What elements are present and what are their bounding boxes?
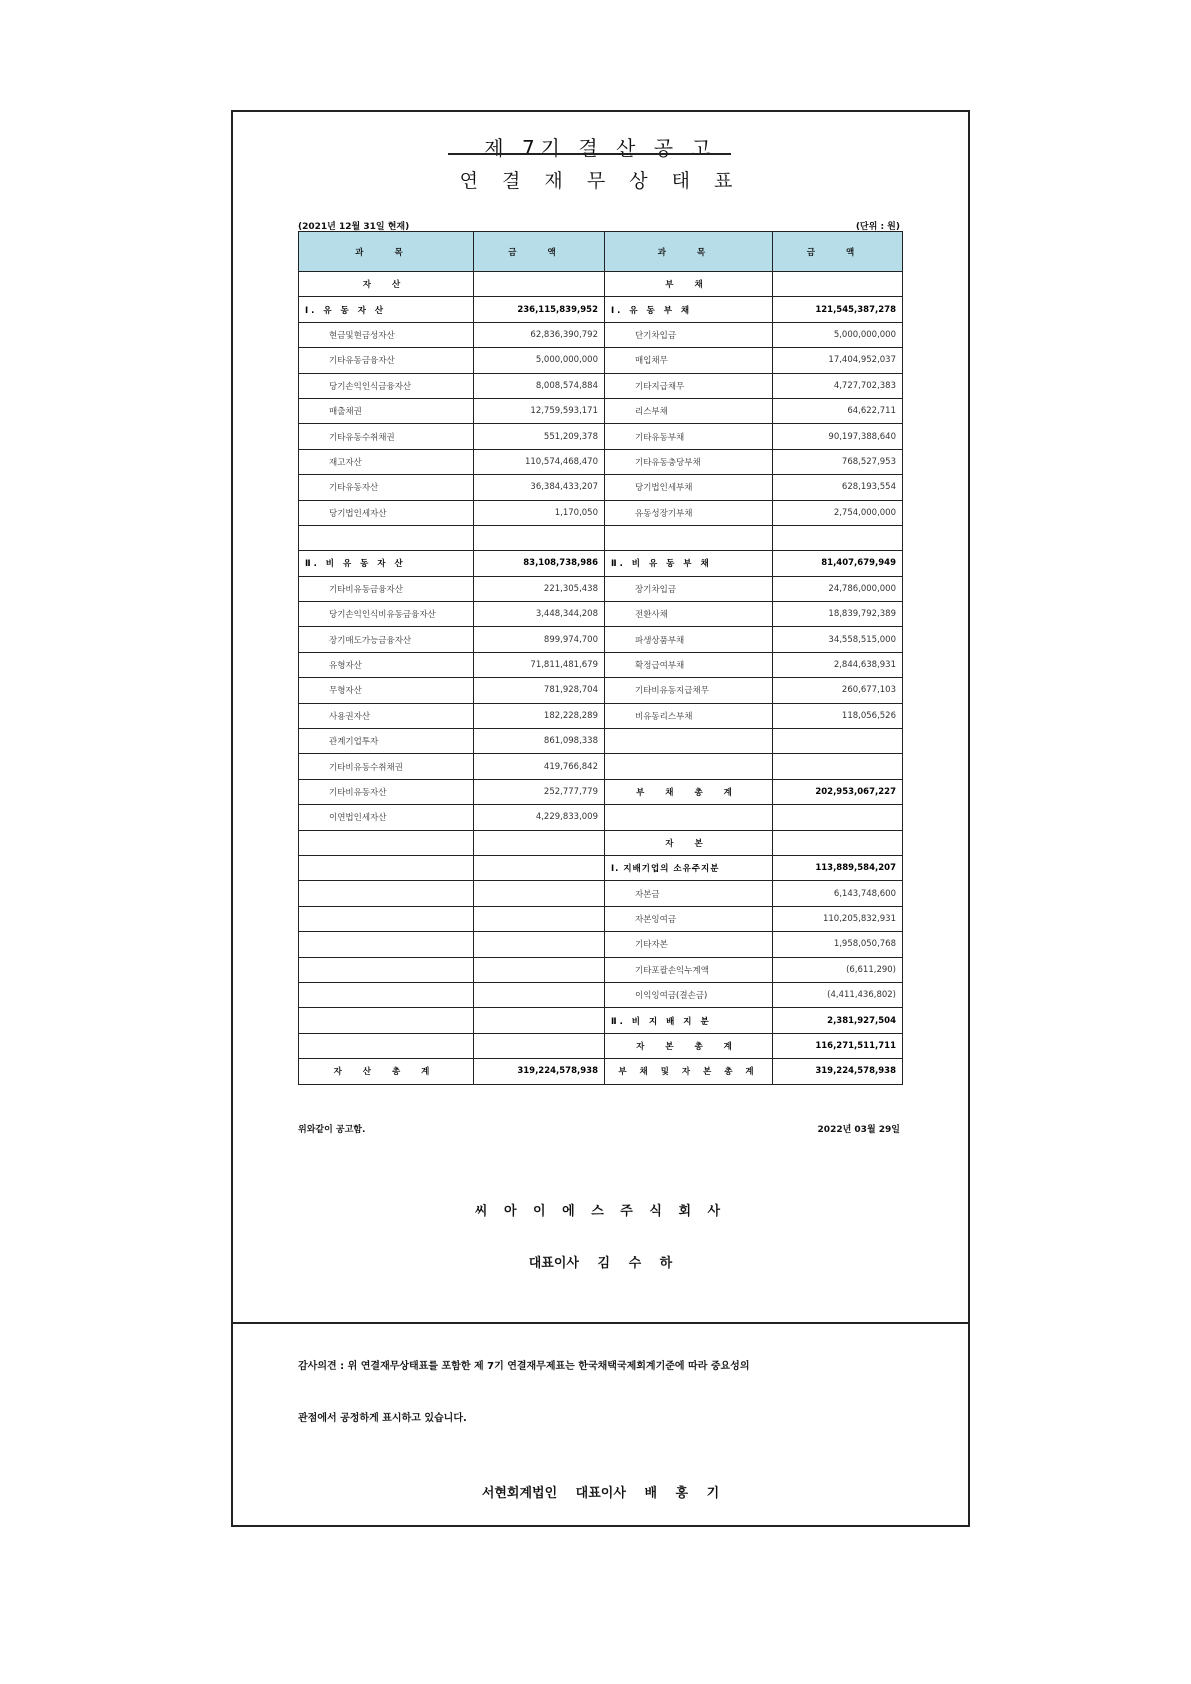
right-amount-cell: 2,381,927,504	[773, 1008, 903, 1033]
left-account-cell	[299, 932, 474, 957]
left-amount-cell: 36,384,433,207	[474, 475, 605, 500]
right-amount-cell: 319,224,578,938	[773, 1059, 903, 1084]
audit-opinion-line-2: 관점에서 공정하게 표시하고 있습니다.	[298, 1413, 467, 1424]
left-amount-cell	[474, 830, 605, 855]
right-account-cell: 부 채 총 계	[605, 779, 773, 804]
right-account-cell: 기타유동충당부채	[605, 449, 773, 474]
left-amount-cell: 4,229,833,009	[474, 805, 605, 830]
right-amount-cell: 18,839,792,389	[773, 602, 903, 627]
col-header-amount-left: 금 액	[474, 232, 605, 272]
right-account-cell: 기타비유동지급채무	[605, 678, 773, 703]
right-account-cell	[605, 525, 773, 550]
right-account-cell: 부 채	[605, 272, 773, 297]
left-amount-cell	[474, 525, 605, 550]
left-account-cell: 기타유동수취채권	[299, 424, 474, 449]
left-account-cell: 재고자산	[299, 449, 474, 474]
company-name: 씨 아 이 에 스 주 식 회 사	[474, 1204, 727, 1219]
right-account-cell: 장기차입금	[605, 576, 773, 601]
balance-sheet-body	[299, 272, 903, 1085]
right-account-cell: 자본금	[605, 881, 773, 906]
right-amount-cell: 34,558,515,000	[773, 627, 903, 652]
table-row	[299, 957, 903, 982]
table-row	[299, 906, 903, 931]
left-account-cell: 기타비유동수취채권	[299, 754, 474, 779]
ceo-name: 대표이사 김 수 하	[528, 1256, 673, 1271]
left-amount-cell: 419,766,842	[474, 754, 605, 779]
table-row	[299, 1008, 903, 1033]
right-amount-cell: 260,677,103	[773, 678, 903, 703]
left-amount-cell: 5,000,000,000	[474, 348, 605, 373]
left-amount-cell	[474, 982, 605, 1007]
right-amount-cell: 64,622,711	[773, 398, 903, 423]
table-row	[299, 424, 903, 449]
right-account-cell: Ⅱ. 비 지 배 지 분	[605, 1008, 773, 1033]
right-amount-cell	[773, 272, 903, 297]
auditor-signature: 서현회계법인 대표이사 배 홍 기	[481, 1486, 720, 1501]
left-amount-cell: 3,448,344,208	[474, 602, 605, 627]
left-account-cell: 기타비유동금융자산	[299, 576, 474, 601]
left-account-cell	[299, 1033, 474, 1058]
table-row	[299, 805, 903, 830]
table-row	[299, 475, 903, 500]
left-amount-cell	[474, 272, 605, 297]
left-account-cell	[299, 830, 474, 855]
right-amount-cell: 4,727,702,383	[773, 373, 903, 398]
right-amount-cell: 81,407,679,949	[773, 551, 903, 576]
right-amount-cell: 110,205,832,931	[773, 906, 903, 931]
table-row	[299, 373, 903, 398]
table-row	[299, 652, 903, 677]
left-account-cell: Ⅰ. 유 동 자 산	[299, 297, 474, 322]
right-account-cell: 당기법인세부채	[605, 475, 773, 500]
left-account-cell	[299, 957, 474, 982]
right-account-cell: 기타지급채무	[605, 373, 773, 398]
col-header-account-left: 과 목	[299, 232, 474, 272]
left-account-cell	[299, 525, 474, 550]
right-amount-cell: 2,754,000,000	[773, 500, 903, 525]
right-account-cell: 자 본	[605, 830, 773, 855]
table-row	[299, 855, 903, 880]
right-amount-cell: (4,411,436,802)	[773, 982, 903, 1007]
left-account-cell: 당기손익인식금융자산	[299, 373, 474, 398]
right-amount-cell	[773, 805, 903, 830]
right-account-cell: 파생상품부채	[605, 627, 773, 652]
table-row	[299, 297, 903, 322]
right-account-cell: 단기차입금	[605, 322, 773, 347]
audit-opinion-line-1: 감사의견 : 위 연결재무상태표를 포함한 제 7기 연결재무제표는 한국채택국제회계기준에 따라 중요성의	[298, 1361, 750, 1372]
right-account-cell: Ⅰ. 유 동 부 채	[605, 297, 773, 322]
left-amount-cell: 62,836,390,792	[474, 322, 605, 347]
table-row	[299, 449, 903, 474]
right-account-cell: Ⅰ. 지배기업의 소유주지분	[605, 855, 773, 880]
left-account-cell: 현금및현금성자산	[299, 322, 474, 347]
right-amount-cell: 24,786,000,000	[773, 576, 903, 601]
table-row	[299, 322, 903, 347]
page-title: 제 7기 결 산 공 고	[484, 136, 717, 160]
right-amount-cell: 768,527,953	[773, 449, 903, 474]
left-amount-cell	[474, 906, 605, 931]
left-account-cell	[299, 855, 474, 880]
right-account-cell: 이익잉여금(결손금)	[605, 982, 773, 1007]
right-account-cell: 자본잉여금	[605, 906, 773, 931]
left-account-cell	[299, 881, 474, 906]
left-amount-cell: 221,305,438	[474, 576, 605, 601]
left-amount-cell: 861,098,338	[474, 729, 605, 754]
right-account-cell: 기타유동부채	[605, 424, 773, 449]
table-row	[299, 881, 903, 906]
right-account-cell: 기타포괄손익누계액	[605, 957, 773, 982]
table-row	[299, 348, 903, 373]
table-row	[299, 576, 903, 601]
left-account-cell: 이연법인세자산	[299, 805, 474, 830]
right-amount-cell: 90,197,388,640	[773, 424, 903, 449]
table-row	[299, 551, 903, 576]
table-row	[299, 754, 903, 779]
right-amount-cell: 113,889,584,207	[773, 855, 903, 880]
left-account-cell: 당기법인세자산	[299, 500, 474, 525]
left-account-cell: 자 산 총 계	[299, 1059, 474, 1084]
right-account-cell: 비유동리스부채	[605, 703, 773, 728]
right-amount-cell: 121,545,387,278	[773, 297, 903, 322]
left-account-cell: Ⅱ. 비 유 동 자 산	[299, 551, 474, 576]
right-amount-cell	[773, 729, 903, 754]
unit-note: (단위 : 원)	[855, 222, 900, 232]
table-row	[299, 1033, 903, 1058]
left-amount-cell: 83,108,738,986	[474, 551, 605, 576]
left-amount-cell: 319,224,578,938	[474, 1059, 605, 1084]
table-row	[299, 1059, 903, 1084]
left-amount-cell	[474, 1008, 605, 1033]
table-row	[299, 729, 903, 754]
section-divider	[233, 1322, 968, 1324]
left-account-cell: 매출채권	[299, 398, 474, 423]
left-account-cell: 기타유동자산	[299, 475, 474, 500]
right-account-cell: 자 본 총 계	[605, 1033, 773, 1058]
right-account-cell: 매입채무	[605, 348, 773, 373]
page-subtitle: 연 결 재 무 상 태 표	[459, 170, 742, 192]
table-row	[299, 272, 903, 297]
title-underline	[448, 153, 731, 155]
left-account-cell	[299, 982, 474, 1007]
right-account-cell	[605, 754, 773, 779]
table-row	[299, 932, 903, 957]
right-account-cell: 유동성장기부채	[605, 500, 773, 525]
left-amount-cell: 110,574,468,470	[474, 449, 605, 474]
right-amount-cell: 5,000,000,000	[773, 322, 903, 347]
table-row	[299, 779, 903, 804]
right-amount-cell: 118,056,526	[773, 703, 903, 728]
date-note: (2021년 12월 31일 현재)	[298, 222, 410, 232]
left-amount-cell: 899,974,700	[474, 627, 605, 652]
left-amount-cell: 71,811,481,679	[474, 652, 605, 677]
left-amount-cell	[474, 957, 605, 982]
table-row	[299, 602, 903, 627]
right-amount-cell: 1,958,050,768	[773, 932, 903, 957]
right-amount-cell: 2,844,638,931	[773, 652, 903, 677]
left-account-cell: 장기매도가능금융자산	[299, 627, 474, 652]
right-account-cell: 전환사채	[605, 602, 773, 627]
left-amount-cell	[474, 881, 605, 906]
left-amount-cell: 236,115,839,952	[474, 297, 605, 322]
balance-sheet-table	[298, 231, 903, 1085]
left-amount-cell: 182,228,289	[474, 703, 605, 728]
left-amount-cell: 12,759,593,171	[474, 398, 605, 423]
left-amount-cell: 551,209,378	[474, 424, 605, 449]
left-account-cell: 무형자산	[299, 678, 474, 703]
left-account-cell: 기타유동금융자산	[299, 348, 474, 373]
left-account-cell: 관계기업투자	[299, 729, 474, 754]
col-header-amount-right: 금 액	[773, 232, 903, 272]
table-header-row	[299, 232, 903, 272]
left-amount-cell: 8,008,574,884	[474, 373, 605, 398]
right-account-cell	[605, 729, 773, 754]
left-account-cell: 당기손익인식비유동금융자산	[299, 602, 474, 627]
right-account-cell: 확정급여부채	[605, 652, 773, 677]
table-row	[299, 500, 903, 525]
right-amount-cell: 202,953,067,227	[773, 779, 903, 804]
right-amount-cell: 17,404,952,037	[773, 348, 903, 373]
left-amount-cell	[474, 1033, 605, 1058]
left-account-cell	[299, 1008, 474, 1033]
left-account-cell	[299, 906, 474, 931]
left-account-cell: 자 산	[299, 272, 474, 297]
table-row	[299, 830, 903, 855]
col-header-account-right: 과 목	[605, 232, 773, 272]
left-amount-cell: 781,928,704	[474, 678, 605, 703]
left-amount-cell	[474, 932, 605, 957]
table-row	[299, 982, 903, 1007]
left-amount-cell: 1,170,050	[474, 500, 605, 525]
right-amount-cell: (6,611,290)	[773, 957, 903, 982]
left-account-cell: 유형자산	[299, 652, 474, 677]
right-amount-cell	[773, 754, 903, 779]
left-amount-cell: 252,777,779	[474, 779, 605, 804]
announcement-frame	[231, 110, 970, 1527]
notice-date: 2022년 03월 29일	[817, 1125, 900, 1135]
right-account-cell	[605, 805, 773, 830]
table-row	[299, 703, 903, 728]
right-account-cell: 부 채 및 자 본 총 계	[605, 1059, 773, 1084]
right-amount-cell	[773, 525, 903, 550]
right-amount-cell: 6,143,748,600	[773, 881, 903, 906]
right-amount-cell: 628,193,554	[773, 475, 903, 500]
table-row	[299, 678, 903, 703]
table-row	[299, 398, 903, 423]
right-amount-cell	[773, 830, 903, 855]
left-account-cell: 사용권자산	[299, 703, 474, 728]
table-row	[299, 627, 903, 652]
right-account-cell: 리스부채	[605, 398, 773, 423]
left-amount-cell	[474, 855, 605, 880]
notice-text: 위와같이 공고함.	[298, 1125, 366, 1135]
right-account-cell: Ⅱ. 비 유 동 부 채	[605, 551, 773, 576]
right-amount-cell: 116,271,511,711	[773, 1033, 903, 1058]
right-account-cell: 기타자본	[605, 932, 773, 957]
table-row	[299, 525, 903, 550]
left-account-cell: 기타비유동자산	[299, 779, 474, 804]
